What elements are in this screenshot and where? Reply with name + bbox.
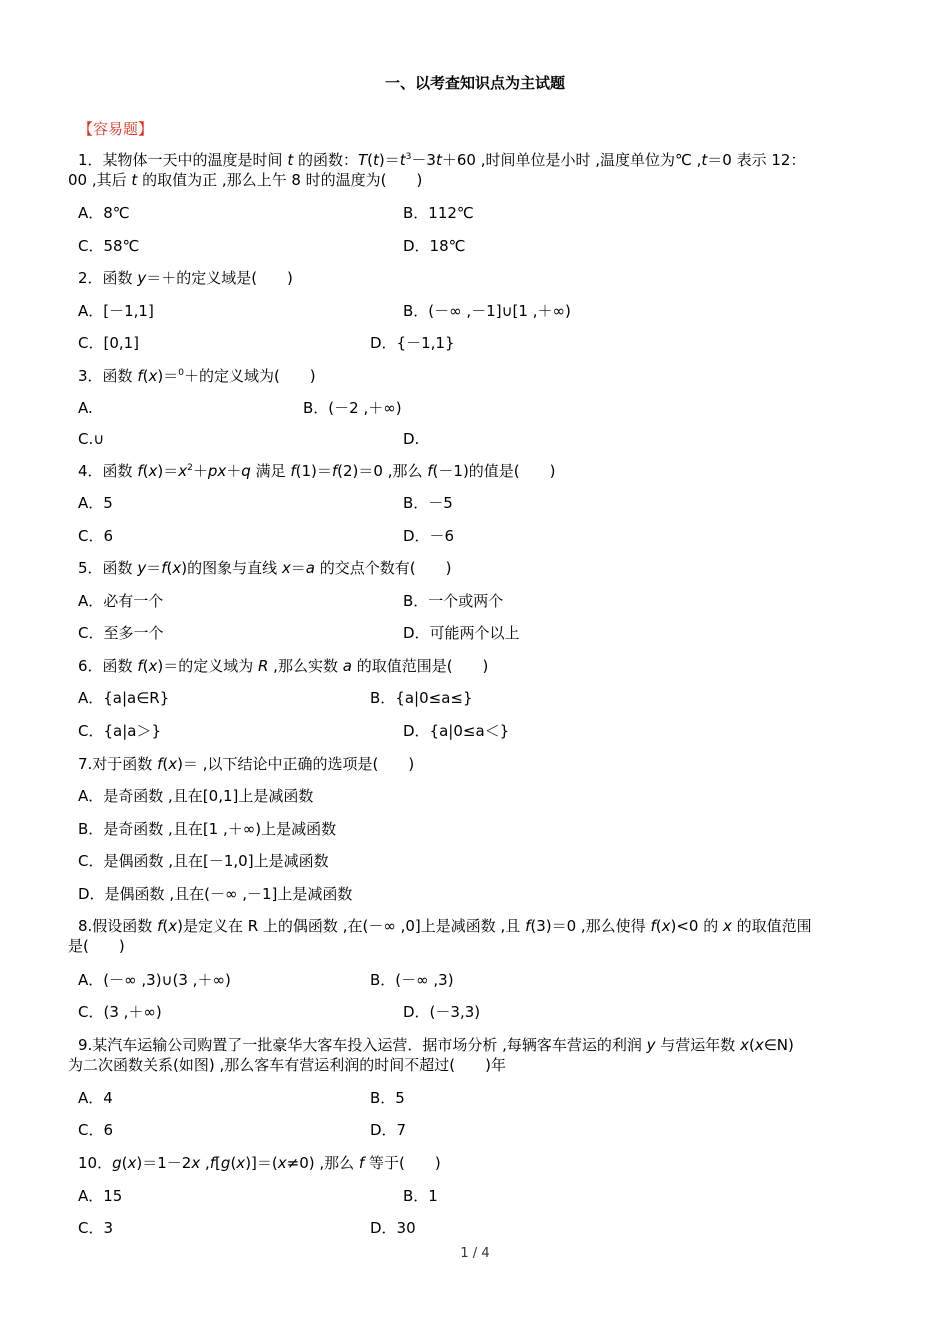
q9-option-d: D．7: [370, 1121, 407, 1139]
q7-option-b: B．是奇函数 ,且在[1 ,＋∞)上是减函数: [78, 820, 337, 838]
q1-option-b: B．112℃: [403, 204, 474, 222]
section-heading: 【容易题】: [78, 120, 154, 138]
q2-option-d: D．{－1,1}: [370, 334, 455, 352]
q7-option-d: D．是偶函数 ,且在(－∞ ,－1]上是减函数: [78, 885, 353, 903]
q10-option-d: D．30: [370, 1219, 416, 1237]
question-10-stem: 10．g(x)＝1－2x ,f[g(x)]＝(x≠0) ,那么 f 等于( ): [78, 1154, 441, 1172]
q10-option-c: C．3: [78, 1219, 114, 1237]
q3-option-a: A.: [78, 399, 93, 417]
q7-option-a: A．是奇函数 ,且在[0,1]上是减函数: [78, 787, 314, 805]
page-title: 一、以考查知识点为主试题: [384, 74, 565, 92]
q2-option-c: C．[0,1]: [78, 334, 140, 352]
q5-option-b: B．一个或两个: [403, 592, 504, 610]
q4-option-d: D．－6: [403, 527, 455, 545]
q2-option-b: B．(－∞ ,－1]∪[1 ,＋∞): [403, 302, 571, 320]
page-number: 1 / 4: [460, 1246, 490, 1261]
q4-option-b: B．－5: [403, 494, 453, 512]
q10-option-b: B．1: [403, 1187, 438, 1205]
q1-option-d: D．18℃: [403, 237, 466, 255]
q4-option-a: A．5: [78, 494, 113, 512]
q6-option-c: C．{a|a＞}: [78, 722, 161, 740]
q5-option-a: A．必有一个: [78, 592, 164, 610]
q1-option-a: A．8℃: [78, 204, 130, 222]
q5-option-d: D．可能两个以上: [403, 624, 520, 642]
q7-option-c: C．是偶函数 ,且在[－1,0]上是减函数: [78, 852, 329, 870]
question-6-stem: 6．函数 f(x)＝的定义域为 R ,那么实数 a 的取值范围是( ): [78, 657, 489, 675]
q8-option-a: A．(－∞ ,3)∪(3 ,＋∞): [78, 971, 231, 989]
q10-option-a: A．15: [78, 1187, 123, 1205]
q5-option-c: C．至多一个: [78, 624, 164, 642]
question-2-stem: 2．函数 y＝＋的定义域是( ): [78, 269, 293, 287]
q4-option-c: C．6: [78, 527, 114, 545]
q6-option-b: B．{a|0≤a≤}: [370, 689, 473, 707]
q8-option-c: C．(3 ,＋∞): [78, 1003, 162, 1021]
question-7-stem: 7.对于函数 f(x)＝ ,以下结论中正确的选项是( ): [78, 755, 415, 773]
question-8-stem: 8.假设函数 f(x)是定义在 R 上的偶函数 ,在(－∞ ,0]上是减函数 ,且 f(3)＝0 ,那么使得 f(x)<0 的 x 的取值范围: [78, 917, 812, 935]
question-9-stem: 9.某汽车运输公司购置了一批豪华大客车投入运营．据市场分析 ,每辆客车营运的利润 y 与营运年数 x(x∈N): [78, 1036, 794, 1054]
q3-option-d: D.: [403, 430, 420, 448]
q3-option-c: C.∪: [78, 430, 105, 448]
q2-option-a: A．[－1,1]: [78, 302, 154, 320]
q8-option-b: B．(－∞ ,3): [370, 971, 454, 989]
question-1-stem: 1．某物体一天中的温度是时间 t 的函数：$T(t)=t^3-3t+60$ ,时间单位是小时 ,温度单位为℃ ,t＝0 表示 12：: [78, 151, 806, 169]
q8-option-d: D．(－3,3): [403, 1003, 481, 1021]
q6-option-d: D．{a|0≤a＜}: [403, 722, 510, 740]
question-3-stem: 3．函数 f(x)＝$^0$＋的定义域为( ): [78, 367, 316, 385]
q3-option-b: B．(－2 ,＋∞): [303, 399, 402, 417]
question-1-stem-line2: 00 ,其后 t 的取值为正 ,那么上午 8 时的温度为( ): [68, 171, 423, 189]
q1-option-c: C．58℃: [78, 237, 140, 255]
question-9-stem-line2: 为二次函数关系(如图) ,那么客车有营运利润的时间不超过( )年: [68, 1056, 506, 1074]
q9-option-a: A．4: [78, 1089, 113, 1107]
question-4-stem: 4．函数 $f(x)=x^2+px+q$ 满足 f(1)＝f(2)＝0 ,那么 f(－1)的值是( ): [78, 462, 556, 480]
question-8-stem-line2: 是( ): [68, 937, 125, 955]
q9-option-c: C．6: [78, 1121, 114, 1139]
q9-option-b: B．5: [370, 1089, 405, 1107]
question-5-stem: 5．函数 y＝f(x)的图象与直线 x＝a 的交点个数有( ): [78, 559, 452, 577]
q6-option-a: A．{a|a∈R}: [78, 689, 170, 707]
